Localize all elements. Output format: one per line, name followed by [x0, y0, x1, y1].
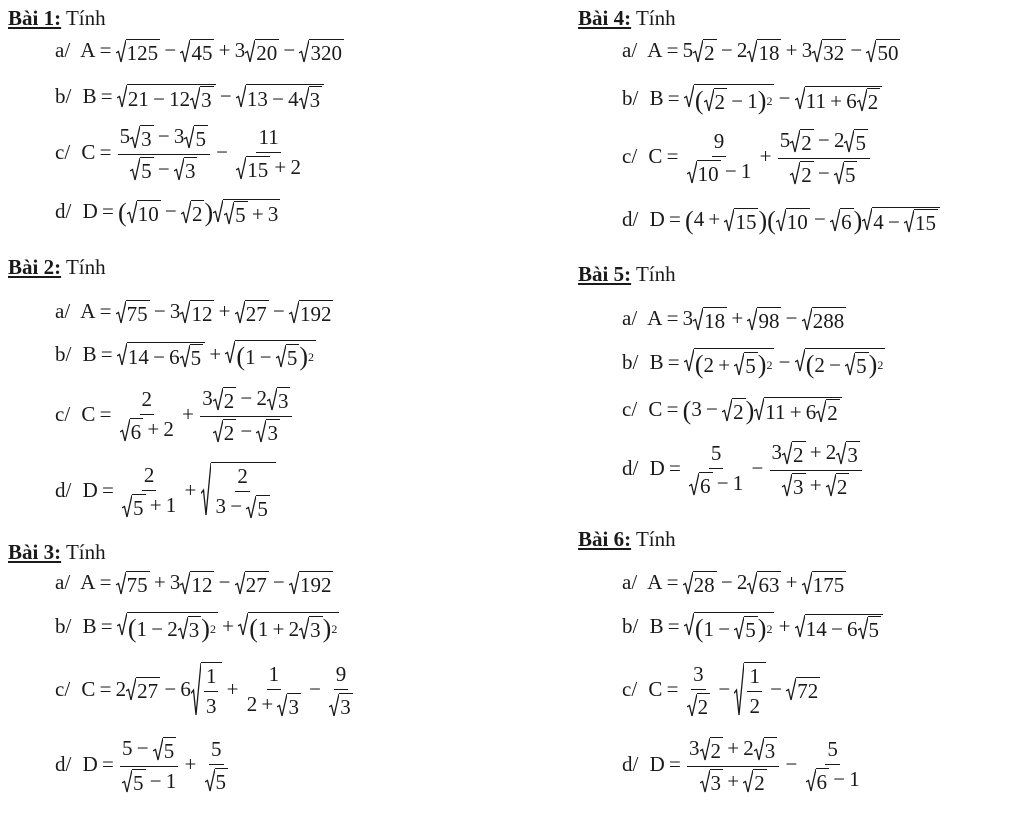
- problem-math: D = 3 2 + 2 3 3 + 2 − 5 6 − 1: [649, 736, 860, 796]
- problem-label: c/: [622, 676, 638, 701]
- problem-1a: [55, 38, 344, 66]
- problem-math: D = (4 + 15 )( 10 − 6 ) 4 − 15: [650, 207, 940, 231]
- problem-math: A = 125 − 45 + 3 20 − 320: [80, 38, 342, 65]
- fraction: $\frac{5}{5}$: [203, 737, 231, 795]
- problem-4c: [622, 128, 872, 188]
- problem-math: A = 28 − 2 63 + 175: [647, 570, 845, 597]
- fraction: $\frac{9}{3}$: [327, 662, 355, 720]
- radical: 5: [153, 737, 177, 764]
- problem-label: b/: [622, 349, 639, 374]
- section-title: Tính: [635, 527, 676, 551]
- radical: 5: [734, 352, 758, 379]
- radical: 288: [802, 307, 847, 334]
- problem-math: D = 5 6 − 1 − 3 2 + 2 3 3 + 2: [650, 456, 864, 480]
- radical: 3: [754, 737, 778, 764]
- problem-math: D = 5 − 5 5 − 1 + $\frac{5}{5}$: [83, 752, 232, 776]
- problem-label: b/: [55, 341, 72, 366]
- problem-math: B = ( 2 + 5 ) 2 − ( 2 − 5 ) 2: [649, 349, 884, 379]
- problem-label: a/: [622, 570, 638, 594]
- radical: 28: [683, 571, 717, 598]
- radical: 63: [747, 571, 781, 598]
- radical: 5: [122, 769, 146, 796]
- problem-5d: [622, 440, 864, 500]
- problem-math: C = 2 27 − 6 1 3 + 1 2 + 3 − $\frac{9}{3}$: [81, 677, 356, 701]
- radical: 5: [246, 495, 270, 522]
- radical: 3: [299, 86, 323, 113]
- radical: 2: [816, 399, 840, 426]
- problem-math: C = (3 − 2 ) 11 + 6 2: [648, 397, 841, 421]
- problem-math: A = 75 − 3 12 + 27 − 192: [80, 299, 332, 326]
- problem-6d: [622, 736, 864, 796]
- radical: ( 1 − 2 3 ) 2: [117, 612, 218, 644]
- problem-1d: [55, 198, 280, 228]
- problem-label: d/: [55, 752, 72, 776]
- radical: 2: [693, 39, 717, 66]
- radical: 5: [844, 129, 868, 156]
- radical: 10: [687, 160, 721, 187]
- radical: 2: [213, 387, 237, 414]
- radical: 5: [734, 616, 758, 643]
- radical: 3: [277, 693, 301, 720]
- fraction: 5 3 − 3 5 5 − 3: [118, 124, 210, 184]
- problem-math: B = ( 2 − 1 ) 2 − 11 + 6 2: [650, 86, 883, 110]
- radical: 4 − 15: [862, 207, 940, 236]
- fraction: 5 6 − 1: [804, 737, 862, 795]
- radical: 5: [858, 616, 882, 643]
- problem-label: b/: [55, 84, 72, 109]
- radical: 5 + 3: [213, 199, 280, 228]
- problem-math: B = ( 1 − 2 3 ) 2 + ( 1 + 2 3 ) 2: [82, 613, 338, 643]
- problem-math: B = 14 − 6 5 + ( 1 − 5 ) 2: [82, 341, 314, 371]
- radical: 32: [812, 39, 846, 66]
- radical: 192: [289, 571, 334, 598]
- problem-math: C = 5 3 − 3 5 5 − 3 − 11 15 + 2: [81, 124, 301, 184]
- radical: 45: [180, 39, 214, 66]
- radical: ( 1 + 2 3 ) 2: [238, 612, 339, 644]
- problem-3c: [55, 662, 357, 720]
- section-label: Bài 5:: [578, 262, 632, 286]
- fraction: 9 10 − 1: [685, 129, 754, 187]
- fraction: 3 2 + 2 3 3 + 2: [687, 736, 779, 796]
- radical: 6: [830, 208, 854, 235]
- problem-2b: [55, 340, 316, 372]
- problem-2a: [55, 299, 333, 327]
- problem-3a: [55, 570, 333, 598]
- radical: 10: [127, 200, 161, 227]
- radical: 13 − 4 3: [236, 84, 324, 113]
- fraction: 2 5 + 1: [120, 463, 178, 521]
- problem-5a: [622, 306, 846, 334]
- problem-label: c/: [622, 396, 638, 421]
- problem-label: b/: [55, 613, 72, 638]
- radical: 11 + 6 2: [795, 86, 882, 115]
- radical: 2: [826, 473, 850, 500]
- problem-2d: [55, 462, 276, 522]
- radical: 27: [235, 300, 269, 327]
- radical: 3: [329, 693, 353, 720]
- problem-label: a/: [622, 38, 638, 62]
- problem-label: d/: [622, 752, 639, 776]
- problem-6b: [622, 612, 883, 644]
- fraction: 1 3: [205, 664, 217, 719]
- problem-2c: [55, 386, 294, 446]
- problem-label: c/: [55, 676, 71, 701]
- radical: 12: [180, 300, 214, 327]
- radical: 3: [256, 419, 280, 446]
- problem-3d: [55, 736, 232, 796]
- problem-3b: [55, 612, 339, 644]
- problem-math: B = ( 1 − 5 ) 2 + 14 − 6 5: [650, 614, 883, 638]
- fraction: 11 15 + 2: [234, 125, 303, 183]
- radical: 125: [116, 39, 161, 66]
- radical: 5: [845, 352, 869, 379]
- radical: 15: [724, 208, 758, 235]
- radical: 2: [743, 769, 767, 796]
- problem-5c: [622, 396, 842, 426]
- radical: [191, 662, 223, 719]
- problem-math: C = 9 10 − 1 + 5 2 − 2 5 2 − 5: [648, 144, 872, 168]
- radical: 2: [790, 161, 814, 188]
- fraction: $\frac{3}{2}$: [685, 662, 713, 720]
- radical: 5: [184, 125, 208, 152]
- radical: 11 + 6 2: [754, 397, 841, 426]
- radical: 3: [178, 616, 202, 643]
- radical: 75: [116, 300, 150, 327]
- radical: 2: [687, 693, 711, 720]
- problem-label: c/: [55, 402, 71, 426]
- section-title: Tính: [635, 262, 676, 286]
- fraction: 1 2: [749, 664, 760, 719]
- problem-label: a/: [622, 306, 638, 330]
- radical: 98: [747, 307, 781, 334]
- radical: ( 1 − 5 ) 2: [225, 340, 316, 372]
- radical: 15: [904, 209, 938, 236]
- radical: 5: [205, 768, 229, 795]
- radical: 2: [213, 419, 237, 446]
- radical: 3: [299, 616, 323, 643]
- radical: 2: [722, 398, 746, 425]
- problem-5b: [622, 348, 885, 380]
- radical: 3: [700, 769, 724, 796]
- problem-math: C = $\frac{3}{2}$ − 1 2 − 72: [648, 662, 819, 719]
- problem-label: a/: [55, 38, 71, 62]
- radical: 75: [116, 571, 150, 598]
- problem-label: b/: [622, 613, 639, 638]
- radical: 6: [689, 472, 713, 499]
- radical: 3: [190, 86, 214, 113]
- radical: 6: [120, 418, 144, 445]
- fraction: 3 2 + 2 3 3 + 2: [770, 440, 862, 500]
- section-label: Bài 3:: [8, 540, 62, 564]
- section-title: Tính: [65, 6, 106, 30]
- radical: 72: [786, 677, 820, 704]
- problem-4d: [622, 206, 940, 236]
- radical: 3: [782, 473, 806, 500]
- radical: 15: [236, 156, 270, 183]
- radical: ( 2 − 5 ) 2: [795, 348, 886, 380]
- section-header-3: [8, 540, 106, 565]
- radical: 18: [747, 39, 781, 66]
- radical: 320: [299, 39, 344, 66]
- radical: [201, 462, 276, 522]
- radical: 27: [126, 677, 160, 704]
- radical: 175: [802, 571, 847, 598]
- fraction: 5 2 − 2 5 2 − 5: [778, 128, 870, 188]
- problem-1c: [55, 124, 305, 184]
- problem-label: b/: [622, 85, 639, 110]
- radical: 3: [836, 441, 860, 468]
- section-header-5: [578, 262, 676, 287]
- radical: 10: [776, 208, 810, 235]
- section-title: Tính: [65, 255, 106, 279]
- radical: 18: [693, 307, 727, 334]
- problem-math: D = ( 10 − 2 ) 5 + 3: [82, 198, 279, 227]
- radical: 20: [245, 39, 279, 66]
- radical: 2: [181, 200, 205, 227]
- radical: 21 − 12 3: [117, 84, 216, 113]
- problem-math: A = 75 + 3 12 − 27 − 192: [80, 570, 332, 597]
- problem-math: C = 2 6 + 2 + 3 2 − 2 3 2 − 3: [81, 402, 294, 426]
- problem-4a: [622, 38, 900, 66]
- radical: 5: [130, 157, 154, 184]
- problem-math: B = 21 − 12 3 − 13 − 4 3: [83, 84, 325, 108]
- radical: [734, 662, 766, 719]
- section-label: Bài 1:: [8, 6, 62, 30]
- radical: 5: [224, 201, 248, 228]
- fraction: 5 − 5 5 − 1: [122, 736, 177, 796]
- radical: 2: [790, 129, 814, 156]
- radical: 14 − 6 5: [795, 614, 883, 643]
- radical: 14 − 6 5: [117, 342, 205, 371]
- radical: 50: [866, 39, 900, 66]
- problem-label: d/: [55, 477, 72, 502]
- radical: 5: [180, 344, 204, 371]
- radical: 12: [180, 571, 214, 598]
- fraction: 1 2 + 3: [246, 662, 299, 719]
- radical: 27: [235, 571, 269, 598]
- section-title: Tính: [635, 6, 676, 30]
- problem-6c: [622, 662, 820, 720]
- section-header-6: [578, 527, 676, 552]
- radical: 5: [834, 161, 858, 188]
- problem-label: d/: [55, 198, 72, 223]
- problem-label: c/: [622, 144, 638, 168]
- problem-1b: [55, 84, 324, 113]
- fraction: 5 6 − 1: [687, 441, 745, 499]
- radical: 5: [122, 494, 146, 521]
- radical: 3: [174, 157, 198, 184]
- radical: 192: [289, 300, 334, 327]
- radical: 5: [276, 344, 300, 371]
- problem-math: A = 5 2 − 2 18 + 3 32 − 50: [647, 38, 899, 65]
- radical: 6: [806, 768, 830, 795]
- radical: 2: [857, 88, 881, 115]
- fraction: 3 2 − 2 3 2 − 3: [200, 386, 292, 446]
- problem-label: c/: [55, 140, 71, 164]
- radical: ( 2 + 5 ) 2: [684, 348, 775, 380]
- radical: 2: [704, 88, 728, 115]
- section-header-1: [8, 6, 106, 31]
- radical: 3: [130, 125, 154, 152]
- fraction: 2 6 + 2: [118, 387, 176, 445]
- radical: 2: [782, 441, 806, 468]
- section-label: Bài 2:: [8, 255, 62, 279]
- section-label: Bài 6:: [578, 527, 632, 551]
- fraction: 2 3 − 5: [215, 464, 268, 521]
- problem-label: d/: [622, 206, 639, 231]
- section-header-2: [8, 255, 106, 280]
- section-title: Tính: [65, 540, 106, 564]
- problem-label: a/: [55, 299, 71, 323]
- problem-label: d/: [622, 456, 639, 480]
- radical: ( 2 − 1 ) 2: [684, 84, 775, 116]
- radical: 2: [700, 737, 724, 764]
- problem-math: D = 2 5 + 1 + 2 3 − 5: [83, 478, 276, 502]
- radical: 3: [267, 387, 291, 414]
- problem-label: a/: [55, 570, 71, 594]
- section-label: Bài 4:: [578, 6, 632, 30]
- section-header-4: [578, 6, 676, 31]
- problem-4b: [622, 84, 882, 116]
- problem-math: A = 3 18 + 98 − 288: [647, 306, 845, 333]
- radical: ( 1 − 5 ) 2: [684, 612, 775, 644]
- problem-6a: [622, 570, 846, 598]
